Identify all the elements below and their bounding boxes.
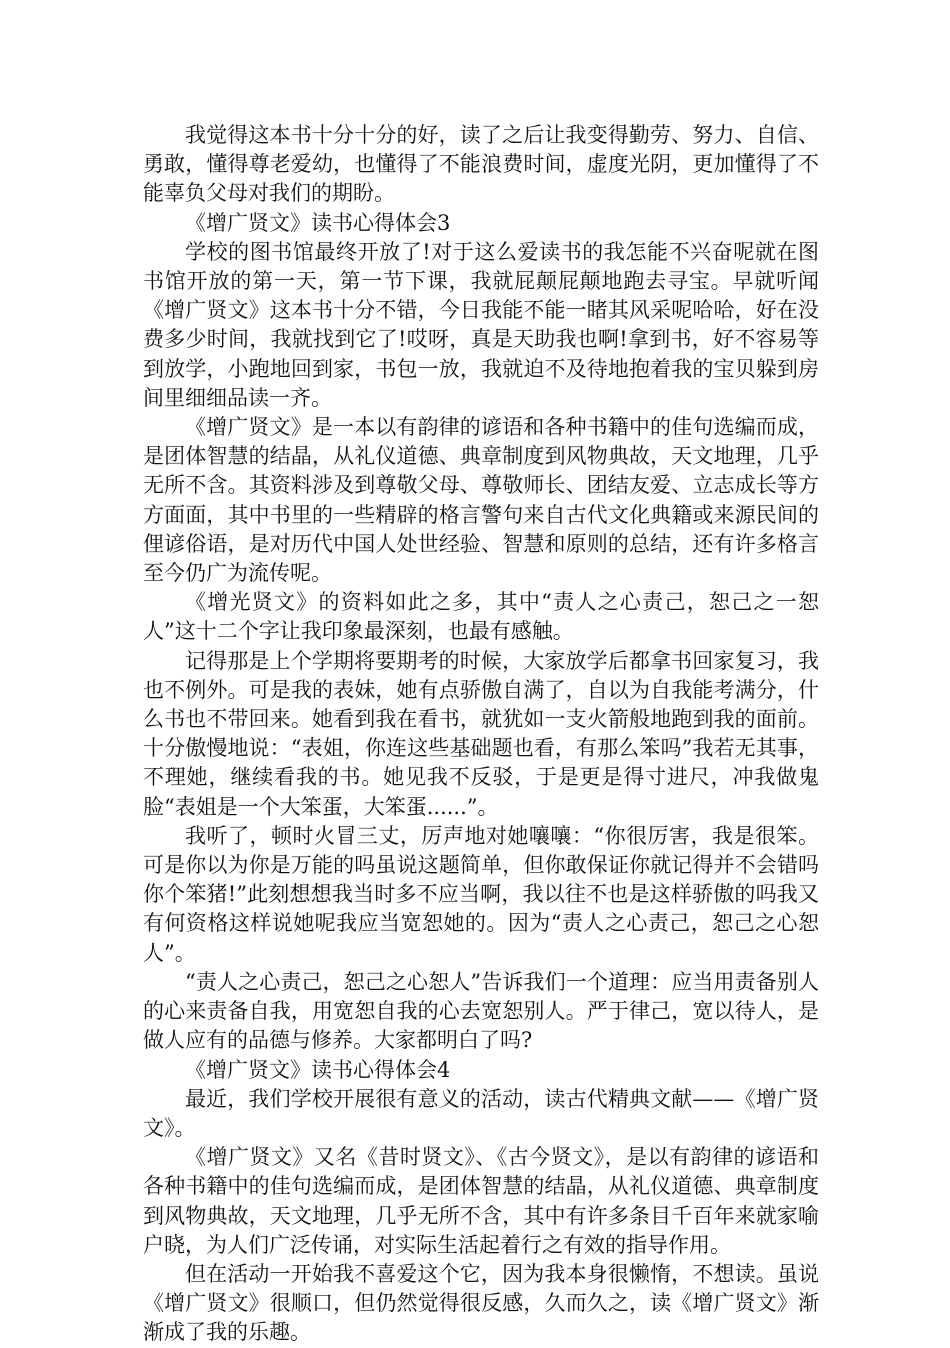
document-body [143,121,819,1348]
paragraph: 《增广贤文》是一本以有韵律的谚语和各种书籍中的佳句选编而成，是团体智慧的结晶，从礼仪道德、典章制度到风物典故，天文地理，几乎无所不含。其资料涉及到尊敬父母、尊敬师长、团结友爱、立志成长等方方面面，其中书里的一些精辟的格言警句来自古代文化典籍或来源民间的俚谚俗语，是对历代中国人处世经验、智慧和原则的总结，还有许多格言至今仍广为流传呢。 [143,415,819,586]
paragraph: 我觉得这本书十分十分的好，读了之后让我变得勤劳、努力、自信、勇敢，懂得尊老爱幼，也懂得了不能浪费时间，虚度光阴，更加懂得了不能辜负父母对我们的期盼。 [143,123,819,206]
paragraph: 《增光贤文》的资料如此之多，其中“责人之心责己，恕己之一恕人”这十二个字让我印象最深刻，也最有感触。 [143,590,819,644]
section-heading: 《增广贤文》读书心得体会3 [185,210,451,235]
paragraph: 记得那是上个学期将要期考的时候，大家放学后都拿书回家复习，我也不例外。可是我的表妹，她有点骄傲自满了，自以为自我能考满分，什么书也不带回来。她看到我在看书，就犹如一支火箭般地跑到我的面前。十分傲慢地说：“表姐，你连这些基础题也看，有那么笨吗”我若无其事，不理她，继续看我的书。她见我不反驳，于是更是得寸进尺，冲我做鬼脸“表姐是一个大笨蛋，大笨蛋......”。 [143,648,819,819]
paragraph: 学校的图书馆最终开放了!对于这么爱读书的我怎能不兴奋呢就在图书馆开放的第一天，第一节下课，我就屁颠屁颠地跑去寻宝。早就听闻《增广贤文》这本书十分不错，今日我能不能一睹其风采呢哈哈，好在没费多少时间，我就找到它了!哎呀，真是天助我也啊!拿到书，好不容易等到放学，小跑地回到家，书包一放，我就迫不及待地抱着我的宝贝躲到房间里细细品读一齐。 [143,239,819,410]
paragraph: “责人之心责己，恕己之心恕人”告诉我们一个道理：应当用责备别人的心来责备自我，用宽恕自我的心去宽恕别人。严于律己，宽以待人，是做人应有的品德与修养。大家都明白了吗? [143,969,819,1053]
paragraph: 最近，我们学校开展很有意义的活动，读古代精典文献——《增广贤文》。 [143,1086,819,1140]
paragraph: 我听了，顿时火冒三丈，厉声地对她嚷嚷：“你很厉害，我是很笨。可是你以为你是万能的吗虽说这题简单，但你敢保证你就记得并不会错吗你个笨猪!”此刻想想我当时多不应当啊，我以往不也是这样骄傲的吗我又有何资格这样说她呢我应当宽恕她的。因为“责人之心责己，恕己之心恕人”。 [143,823,819,965]
paragraph: 《增广贤文》又名《昔时贤文》、《古今贤文》，是以有韵律的谚语和各种书籍中的佳句选编而成，是团体智慧的结晶，从礼仪道德、典章制度到风物典故，天文地理，几乎无所不含，其中有许多条目千百年来就家喻户晓，为人们广泛传诵，对实际生活起着行之有效的指导作用。 [143,1145,819,1257]
section-heading: 《增广贤文》读书心得体会4 [185,1057,451,1082]
paragraph: 但在活动一开始我不喜爱这个它，因为我本身很懒惰，不想读。虽说《增广贤文》很顺口，但仍然觉得很反感，久而久之，读《增广贤文》渐渐成了我的乐趣。 [143,1261,819,1345]
